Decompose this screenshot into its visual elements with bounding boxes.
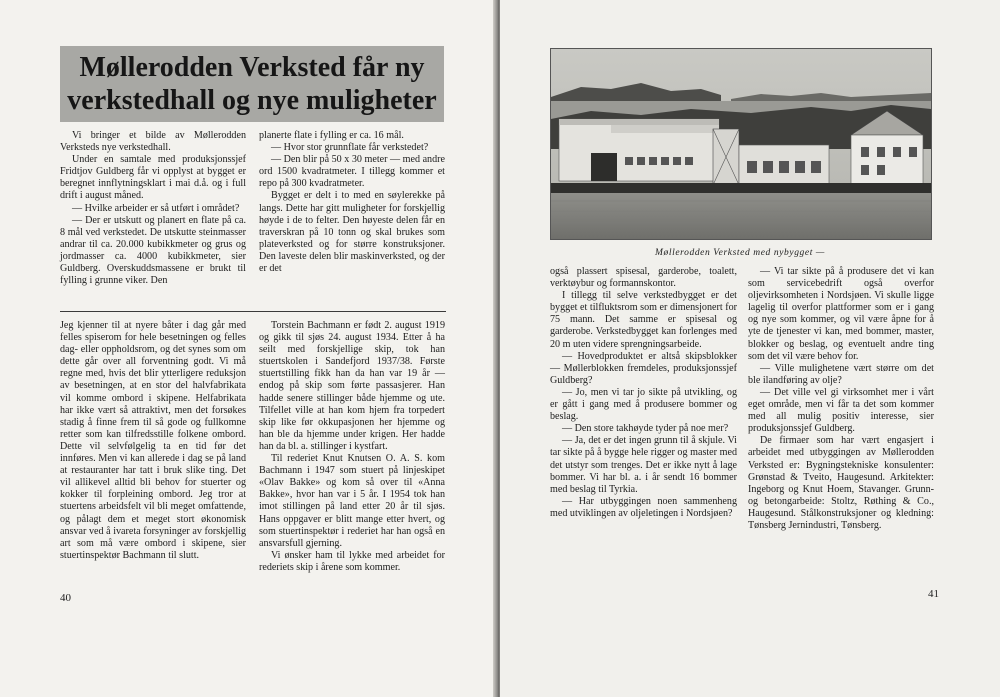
intro-paragraph: — Hvor stor grunnflate får verkstedet? — [271, 142, 429, 154]
page-number-right: 41 — [928, 588, 939, 600]
intro-paragraph: — Der er utskutt og planert en flate på ca. 8 mål ved verkstedet. De utskutte steinmasser andrar til ca. 20.000 kubikkmeter og grus og jordmasser ca. 4000 kubikkmeter, sier Guldberg. Overskuddsmassene er brukt til fylling i grunne viker. Den — [60, 214, 246, 287]
intro-column-1 — [60, 130, 246, 287]
body-paragraph: også plassert spisesal, garderobe, toalett, verktøybur og formannskontor. — [550, 266, 737, 290]
body-paragraph: — Det ville vel gi virksomhet mer i vårt eget område, men vi får ta det som kommer med all mulig positiv interesse, sier produksjonssjef Guldberg. — [748, 386, 934, 435]
body-paragraph: — Ville mulighetene vært større om det ble ilandføring av olje? — [748, 362, 934, 386]
intro-paragraph: planerte flate i fylling er ca. 16 mål. — [259, 130, 404, 141]
left-page — [0, 0, 496, 697]
story-paragraph: Torstein Bachmann er født 2. august 1919 og gikk til sjøs 24. august 1934. Etter å ha seilt med forskjellige skip, tok han stuertskolen i Sandefjord 1937/38. Første stuertstilling fikk han da han var 19 år — endog på skip som førte passasjerer. Han hadde senere stillinger både hjemme og ute. Tilfellet ville at han kom hjem fra torpedert skip like før okkupasjonen her hjemme og han ble da hjemme under krigen. Her hadde han da bl. a. stillinger i kystfart. — [259, 320, 445, 452]
story-column-2 — [259, 320, 445, 574]
body-paragraph: — Jo, men vi tar jo sikte på utvikling, og er gått i gang med å produsere bommer og beslag. — [550, 386, 737, 423]
body-paragraph: — Hovedproduktet er altså skipsblokker — Møllerblokken fremdeles, produksjonssjef Guldberg? — [550, 350, 737, 386]
body-paragraph: — Har utbyggingen noen sammenheng med utviklingen av oljeletingen i Nordsjøen? — [550, 495, 737, 519]
body-paragraph: — Den store takhøyde tyder på noe mer? — [562, 423, 729, 435]
intro-paragraph: — Hvilke arbeider er så utført i området? — [72, 202, 240, 214]
intro-paragraph: Bygget er delt i to med en søylerekke på langs. Dette har gitt muligheter for forskjellig høyde i de to felter. Den høyeste delen får en traverskran på 10 tonn og skal brukes som plateverksted og for større konstruksjoner. Den laveste delen blir maskinverksted, og der er det — [259, 190, 445, 275]
body-paragraph: De firmaer som har vært engasjert i arbeidet med utbyggingen av Møllerodden Verksted er: Bygningstekniske konsulenter: Grønstad & Tveito, Haugesund. Arkitekter: Ingeborg og Knut Hoem, Stavanger. Grunn- og betongarbeide: Stoltz, Røthing & Co., Haugesund. Stålkonstruksjoner og kledning: Tønsberg Jernindustri, Tønsberg. — [748, 435, 934, 531]
story-paragraph: Jeg kjenner til at nyere båter i dag går med felles spiserom for hele besetningen og felles dag- eller oppholdsrom, og det synes som om dette går over all forventning godt. Vi må regne med, hvis det blir ytterligere reduksjon av besetningen, at en stor del halvfabrikata vil komme ombord i skipene. Helfabrikata har ikke vært så attraktivt, men det forsøkes stadig å finne frem til så gode og fullkomne retter som kan tilfredsstille folkene ombord. Dette vil selvfølgelig ta en tid før det innføres. Men vi kan allerede i dag se på land at restauranter har tatt i bruk slike ting. Det vil allikevel alltid bli behov for stuerter og kokker til forpleining ombord. Jeg tror at stuertens arbeidsfelt vil bli meget omfattende, og pålagt dem et meget stort økonomisk ansvar ved å ivareta forsyninger av forskjellig art som må være ombord i skipene, sier stuertinspektør Bachmann til slutt. — [60, 320, 246, 561]
intro-column-2 — [259, 130, 445, 275]
body-paragraph: — Ja, det er det ingen grunn til å skjule. Vi tar sikte på å bygge hele rigger og master med det utstyr som trenges. Det er ikke nytt å lage bommer. Vi har bl. a. i år sendt 16 bommer med beslag til Tyrkia. — [550, 435, 737, 495]
intro-paragraph: Under en samtale med produksjonssjef Fridtjov Guldberg får vi opplyst at bygget er beregnet innflytningsklart i mai d.å. og i full drift i august måned. — [60, 154, 246, 202]
story-column-1 — [60, 320, 246, 562]
story-paragraph: Til rederiet Knut Knutsen O. A. S. kom Bachmann i 1947 som stuert på linjeskipet «Olav Bakke» og kom så over til «Anna Bakke», hvor han var i 5 år. I 1954 tok han imot stillingen på land etter 20 år til sjøs. Hans oppgaver er blitt mange etter hvert, og som stuertinspektør i rederiet har han også en ansvarsfull gjerning. — [259, 453, 445, 549]
page-number-left: 40 — [60, 592, 71, 604]
article-title-banner — [60, 46, 444, 122]
section-divider — [60, 311, 446, 312]
body-paragraph: I tillegg til selve verkstedbygget er det bygget et tilfluktsrom som er dimensjonert for 75 mann. Det samme er spisesal og garderobe. Verkstedbygget kan forlenges med 20 m uten videre sprengningsarbeide. — [550, 290, 737, 350]
story-paragraph: Vi ønsker ham til lykke med arbeidet for rederiets skip i årene som kommer. — [259, 549, 445, 573]
body-paragraph: — Vi tar sikte på å produsere det vi kan som servicebedrift også overfor oljevirksomheten i Nordsjøen. Vi skulle ligge lagelig til overfor plattformer som er i gang og nye som kommer, og vil være åpne for å yte de tjenester vi kan, med bommer, master, blokker og beslag, og eventuelt andre ting som det vil være behov for. — [748, 266, 934, 362]
intro-paragraph: Vi bringer et bilde av Møllerodden Verksteds nye verkstedhall. — [60, 130, 246, 154]
article-title: Møllerodden Verksted får ny verkstedhall og nye muligheter — [67, 52, 437, 116]
photo-caption: Møllerodden Verksted med nybygget — — [655, 248, 825, 258]
intro-paragraph: — Den blir på 50 x 30 meter — med andre ord 1500 kvadratmeter. I tillegg kommer et repo på 300 kvadratmeter. — [259, 154, 445, 190]
shipyard-photo-icon — [550, 48, 932, 240]
right-column-1 — [550, 266, 737, 520]
right-column-2 — [748, 266, 934, 532]
